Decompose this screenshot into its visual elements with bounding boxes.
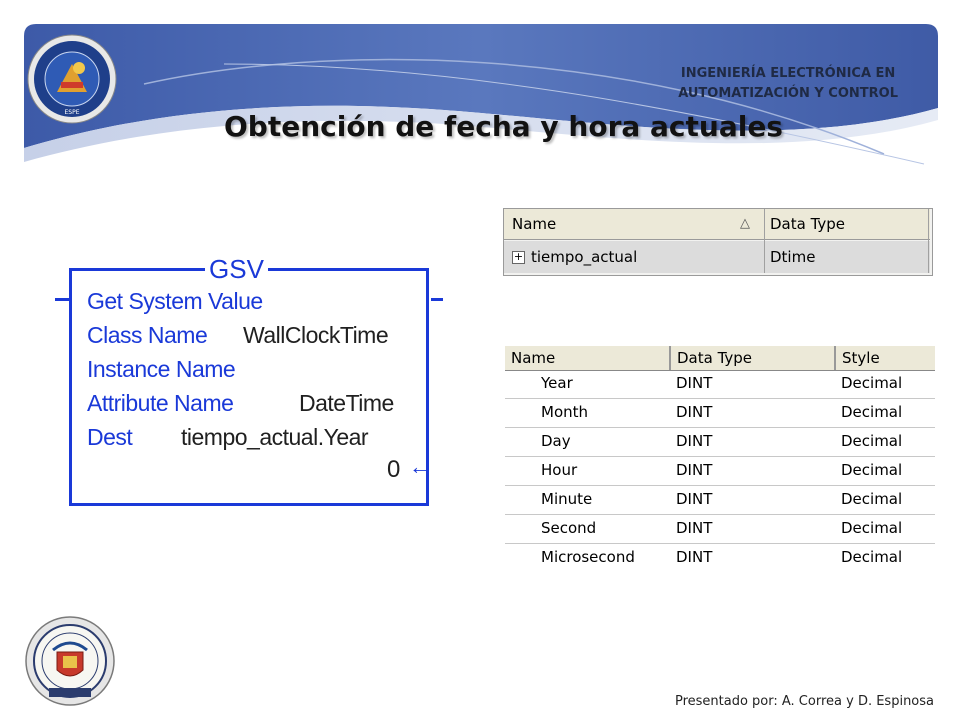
member-type: DINT xyxy=(676,374,713,392)
member-style: Decimal xyxy=(841,403,903,421)
column-header-name[interactable]: Name xyxy=(512,215,557,233)
member-type: DINT xyxy=(676,490,713,508)
member-style: Decimal xyxy=(841,548,903,566)
member-name: Minute xyxy=(541,490,593,508)
member-name: Year xyxy=(541,374,573,392)
table-row[interactable] xyxy=(505,457,935,486)
footer-presenters: Presentado por: A. Correa y D. Espinosa xyxy=(674,694,934,709)
member-style: Decimal xyxy=(841,519,903,537)
rung-output-line xyxy=(431,298,443,301)
member-name: Month xyxy=(541,403,589,421)
gsv-instance-name-label: Instance Name xyxy=(87,356,236,382)
gsv-attribute-name-value[interactable]: DateTime xyxy=(299,390,394,416)
gsv-class-name-value[interactable]: WallClockTime xyxy=(243,322,389,348)
department-logo xyxy=(27,34,117,124)
university-seal xyxy=(25,616,115,706)
sort-ascending-icon[interactable]: △ xyxy=(740,216,750,231)
member-name: Second xyxy=(541,519,597,537)
column-divider[interactable] xyxy=(764,209,765,273)
member-style: Decimal xyxy=(841,461,903,479)
member-table-header xyxy=(505,346,935,371)
member-type: DINT xyxy=(676,432,713,450)
column-header-name[interactable]: Name xyxy=(505,346,671,370)
member-style: Decimal xyxy=(841,490,903,508)
member-name: Day xyxy=(541,432,571,450)
header-band xyxy=(24,24,938,174)
arrow-left-icon: ← xyxy=(409,454,431,479)
slide-title: Obtención de fecha y hora actuales xyxy=(224,110,783,143)
gsv-attribute-name-label: Attribute Name xyxy=(87,390,234,416)
member-type: DINT xyxy=(676,519,713,537)
gsv-block-title: GSV xyxy=(205,254,268,285)
department-name xyxy=(678,64,898,104)
table-row[interactable] xyxy=(504,241,930,273)
member-type: DINT xyxy=(676,403,713,421)
member-name: Hour xyxy=(541,461,578,479)
table-row[interactable] xyxy=(505,486,935,515)
member-name: Microsecond xyxy=(541,548,635,566)
column-header-style[interactable]: Style xyxy=(842,349,880,367)
gsv-dest-label: Dest xyxy=(87,424,133,450)
column-header-data-type[interactable]: Data Type xyxy=(770,215,846,233)
member-type: DINT xyxy=(676,461,713,479)
gsv-class-name-label: Class Name xyxy=(87,322,208,348)
department-line-1: INGENIERÍA ELECTRÓNICA EN xyxy=(680,66,896,81)
gsv-output-value: 0 xyxy=(387,456,401,483)
table-row[interactable] xyxy=(505,515,935,544)
table-row[interactable] xyxy=(505,544,935,572)
table-row[interactable] xyxy=(505,428,935,457)
gsv-instruction-block xyxy=(55,250,455,520)
department-line-2: AUTOMATIZACIÓN Y CONTROL xyxy=(678,86,898,101)
rung-input-line xyxy=(55,298,69,301)
gsv-heading: Get System Value xyxy=(87,288,263,314)
member-table xyxy=(505,346,935,572)
tag-name: tiempo_actual xyxy=(531,248,638,266)
expand-icon[interactable]: + xyxy=(513,250,524,263)
member-style: Decimal xyxy=(841,432,903,450)
tag-table-header xyxy=(504,209,930,240)
column-header-data-type[interactable]: Data Type xyxy=(671,346,836,370)
tag-table xyxy=(503,208,933,276)
member-type: DINT xyxy=(676,548,713,566)
column-divider[interactable] xyxy=(928,209,929,273)
svg-text:ESPE: ESPE xyxy=(64,109,80,116)
member-style: Decimal xyxy=(841,374,903,392)
gsv-dest-value[interactable]: tiempo_actual.Year xyxy=(181,424,369,450)
table-row[interactable] xyxy=(505,370,935,399)
table-row[interactable] xyxy=(505,399,935,428)
tag-data-type: Dtime xyxy=(770,248,816,266)
